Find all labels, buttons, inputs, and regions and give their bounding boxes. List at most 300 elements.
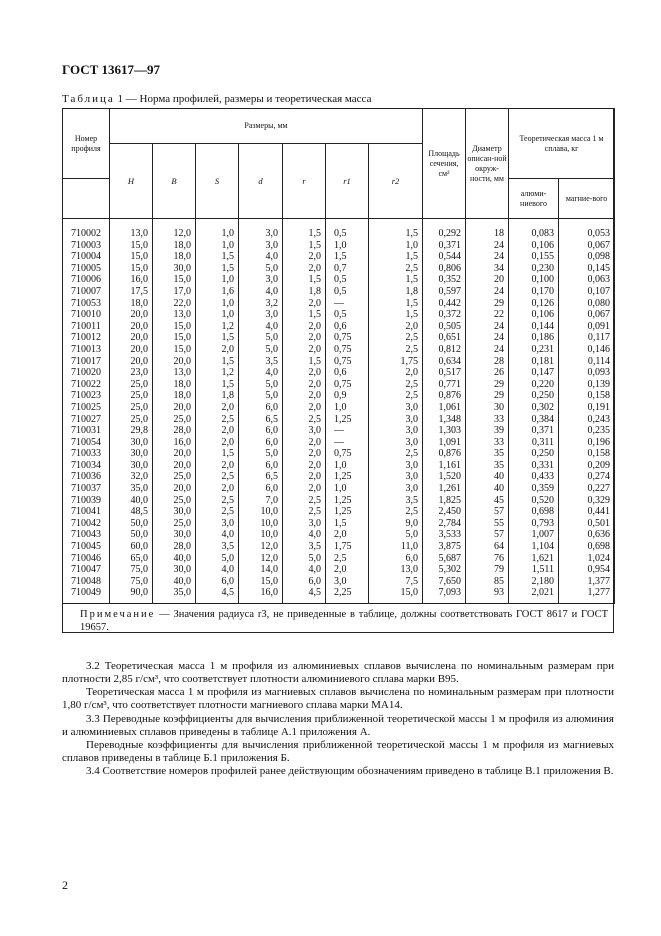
table-cell: 710041 [63, 506, 110, 518]
table-cell: 0,250 [509, 390, 559, 402]
table-cell: 710043 [63, 529, 110, 541]
table-cell: 0,080 [559, 298, 615, 310]
table-row [63, 483, 615, 495]
table-cell: 0,5 [326, 219, 369, 240]
table-cell: 0,170 [509, 286, 559, 298]
table-cell: 20 [466, 274, 509, 286]
table-cell: 24 [466, 332, 509, 344]
table-cell: 2,5 [369, 506, 423, 518]
table-cell: 3,0 [326, 576, 369, 588]
header-dim-r: r [283, 144, 326, 219]
header-profile-spacer [63, 179, 110, 219]
table-cell: 0,352 [423, 274, 466, 286]
table-cell: 90,0 [110, 587, 153, 603]
table-cell: 18,0 [110, 298, 153, 310]
table-cell: 710017 [63, 356, 110, 368]
table-cell: 10,0 [239, 518, 283, 530]
table-cell: 2,0 [326, 529, 369, 541]
table-cell: 0,520 [509, 495, 559, 507]
table-cell: 25,0 [110, 414, 153, 426]
header-dim-S: S [196, 144, 239, 219]
table-cell: 2,0 [283, 367, 326, 379]
table-cell: 50,0 [110, 529, 153, 541]
table-cell: 2,784 [423, 518, 466, 530]
table-cell: 1,6 [196, 286, 239, 298]
table-cell: 5,0 [239, 379, 283, 391]
table-cell: 6,0 [239, 437, 283, 449]
table-cell: 0,698 [559, 541, 615, 553]
table-cell: 3,0 [283, 425, 326, 437]
table-row [63, 321, 615, 333]
table-cell: 6,0 [239, 483, 283, 495]
caption-word: Таблица [62, 93, 115, 105]
table-cell: 6,0 [239, 425, 283, 437]
table-cell: 0,106 [509, 309, 559, 321]
table-row [63, 576, 615, 588]
table-cell: 0,311 [509, 437, 559, 449]
table-cell: 76 [466, 553, 509, 565]
table-cell: 33 [466, 437, 509, 449]
table-cell: 2,0 [196, 437, 239, 449]
table-cell: 3,0 [239, 219, 283, 240]
header-sizes: Размеры, мм [110, 109, 423, 144]
table-cell: 40,0 [110, 495, 153, 507]
table-cell: 0,75 [326, 356, 369, 368]
table-cell: 0,7 [326, 263, 369, 275]
table-cell: 0,063 [559, 274, 615, 286]
table-cell: 13,0 [369, 564, 423, 576]
table-cell: 20,0 [110, 309, 153, 321]
table-cell: 1,8 [369, 286, 423, 298]
table-cell: 2,0 [369, 321, 423, 333]
table-cell: 0,292 [423, 219, 466, 240]
table-cell: 11,0 [369, 541, 423, 553]
table-cell: 1,5 [283, 240, 326, 252]
table-row [63, 286, 615, 298]
table-row [63, 219, 615, 240]
table-cell: 0,145 [559, 263, 615, 275]
table-cell: 4,0 [239, 321, 283, 333]
table-cell: 1,621 [509, 553, 559, 565]
table-cell: 0,372 [423, 309, 466, 321]
table-cell: 0,505 [423, 321, 466, 333]
table-cell: 3,0 [369, 414, 423, 426]
table-cell: 57 [466, 529, 509, 541]
table-cell: 6,5 [239, 414, 283, 426]
table-cell: 0,139 [559, 379, 615, 391]
table-row [63, 298, 615, 310]
table-cell: 5,0 [239, 344, 283, 356]
table-cell: 40,0 [153, 576, 196, 588]
table-row [63, 448, 615, 460]
table-cell: 710006 [63, 274, 110, 286]
table-cell: 15,0 [369, 587, 423, 603]
table-cell: 25,0 [110, 379, 153, 391]
table-cell: 75,0 [110, 564, 153, 576]
table-cell: 0,220 [509, 379, 559, 391]
table-cell: 3,0 [196, 518, 239, 530]
table-cell: 0,329 [559, 495, 615, 507]
table-cell: 16,0 [239, 587, 283, 603]
table-cell: 4,0 [283, 564, 326, 576]
table-cell: 0,5 [326, 309, 369, 321]
table-cell: 710053 [63, 298, 110, 310]
header-dim-r1: r1 [326, 144, 369, 219]
table-cell: 4,0 [239, 286, 283, 298]
table-cell: 0,117 [559, 332, 615, 344]
table-cell: 15,0 [153, 274, 196, 286]
table-cell: 1,5 [196, 356, 239, 368]
table-cell: 1,0 [369, 240, 423, 252]
table-cell: 2,5 [196, 414, 239, 426]
table-cell: 2,0 [283, 263, 326, 275]
paragraph-3-4: 3.4 Соответствие номеров профилей ранее действующим обозначениям приведено в таблице В.1 приложения В. [86, 765, 614, 777]
table-cell: 710004 [63, 251, 110, 263]
table-cell: 0,114 [559, 356, 615, 368]
table-cell: 1,25 [326, 414, 369, 426]
table-cell: 1,5 [196, 263, 239, 275]
table-cell: 710045 [63, 541, 110, 553]
table-cell: 0,274 [559, 471, 615, 483]
table-cell: 2,5 [369, 448, 423, 460]
table-cell: — [326, 298, 369, 310]
table-cell: 3,0 [239, 309, 283, 321]
table-cell: 1,75 [369, 356, 423, 368]
table-cell: 710039 [63, 495, 110, 507]
table-cell: 2,5 [369, 332, 423, 344]
standard-header: ГОСТ 13617—97 [62, 62, 161, 77]
table-cell: 6,0 [239, 402, 283, 414]
table-cell: 1,25 [326, 506, 369, 518]
table-cell: 710031 [63, 425, 110, 437]
table-cell: 4,0 [239, 367, 283, 379]
table-cell: 2,180 [509, 576, 559, 588]
table-cell: 0,442 [423, 298, 466, 310]
table-cell: 0,230 [509, 263, 559, 275]
header-area: Площадь сечения, см² [423, 109, 466, 219]
table-cell: 2,0 [283, 251, 326, 263]
table-cell: 13,0 [153, 309, 196, 321]
table-cell: 1,024 [559, 553, 615, 565]
table-cell: 0,597 [423, 286, 466, 298]
table-cell: 0,806 [423, 263, 466, 275]
table-cell: 0,144 [509, 321, 559, 333]
table-cell: 1,5 [369, 219, 423, 240]
table-cell: 4,0 [283, 529, 326, 541]
table-cell: 30,0 [110, 448, 153, 460]
table-caption [62, 93, 371, 105]
table-cell: 2,0 [283, 448, 326, 460]
table-cell: 22,0 [153, 298, 196, 310]
paragraph-3-3-mag: Переводные коэффициенты для вычисления приближенной теоретической массы 1 м профиля из магниевых сплавов приведены в таблице Б.1 приложения Б. [62, 739, 614, 764]
table-row [63, 263, 615, 275]
table-cell: 15,0 [110, 263, 153, 275]
table-cell: 2,5 [196, 495, 239, 507]
table-cell: 1,161 [423, 460, 466, 472]
table-cell: 3,0 [239, 274, 283, 286]
table-cell: 1,104 [509, 541, 559, 553]
table-cell: 23,0 [110, 367, 153, 379]
table-cell: 1,0 [196, 240, 239, 252]
table-cell: 0,091 [559, 321, 615, 333]
table-row [63, 414, 615, 426]
table-cell: 0,876 [423, 448, 466, 460]
table-cell: 1,5 [369, 251, 423, 263]
table-cell: 18,0 [153, 240, 196, 252]
table-cell: 3,0 [369, 483, 423, 495]
table-cell: 0,100 [509, 274, 559, 286]
table-cell: 710047 [63, 564, 110, 576]
table-cell: 30,0 [153, 506, 196, 518]
table-cell: 2,5 [283, 414, 326, 426]
table-cell: 710003 [63, 240, 110, 252]
table-cell: 2,0 [283, 437, 326, 449]
table-cell: 25,0 [110, 402, 153, 414]
table-cell: 0,107 [559, 286, 615, 298]
table-cell: 710034 [63, 460, 110, 472]
table-cell: 6,0 [369, 553, 423, 565]
table-cell: 1,5 [326, 251, 369, 263]
table-cell: 15,0 [239, 576, 283, 588]
table-cell: 15,0 [110, 251, 153, 263]
table-cell: 0,158 [559, 448, 615, 460]
table-cell: 1,825 [423, 495, 466, 507]
table-cell: 22 [466, 309, 509, 321]
table-cell: 64 [466, 541, 509, 553]
table-cell: 5,0 [196, 553, 239, 565]
table-cell: 1,2 [196, 367, 239, 379]
table-cell: 1,5 [283, 356, 326, 368]
table-cell: 75,0 [110, 576, 153, 588]
table-row [63, 425, 615, 437]
table-cell: 0,053 [559, 219, 615, 240]
table-cell: 1,0 [196, 309, 239, 321]
table-cell: 2,0 [196, 402, 239, 414]
table-cell: 0,634 [423, 356, 466, 368]
table-cell: 0,6 [326, 367, 369, 379]
table-cell: 0,231 [509, 344, 559, 356]
table-cell: 30,0 [153, 529, 196, 541]
table-cell: 5,0 [283, 553, 326, 565]
table-cell: 60,0 [110, 541, 153, 553]
table-cell: 6,5 [239, 471, 283, 483]
header-mag: магние-вого [559, 179, 615, 219]
table-cell: 0,441 [559, 506, 615, 518]
table-cell: 12,0 [239, 553, 283, 565]
table-cell: 2,0 [283, 379, 326, 391]
table-cell: 3,0 [239, 240, 283, 252]
table-row [63, 356, 615, 368]
table-cell: 2,25 [326, 587, 369, 603]
table-cell: 710010 [63, 309, 110, 321]
table-cell: 50,0 [110, 518, 153, 530]
table-cell: 710036 [63, 471, 110, 483]
table-cell: 5,0 [239, 332, 283, 344]
table-cell: 25,0 [153, 495, 196, 507]
table-cell: 1,520 [423, 471, 466, 483]
table-cell: 2,5 [369, 379, 423, 391]
table-cell: 1,261 [423, 483, 466, 495]
table-cell: 1,25 [326, 471, 369, 483]
table-cell: 35 [466, 460, 509, 472]
table-row [63, 240, 615, 252]
table-cell: 25,0 [153, 471, 196, 483]
table-cell: 1,0 [326, 402, 369, 414]
table-cell: 2,0 [196, 344, 239, 356]
table-cell: 12,0 [239, 541, 283, 553]
table-cell: 710033 [63, 448, 110, 460]
table-cell: 2,0 [283, 390, 326, 402]
table-cell: 9,0 [369, 518, 423, 530]
table-cell: 24 [466, 286, 509, 298]
table-cell: 1,5 [283, 309, 326, 321]
table-row [63, 529, 615, 541]
table-cell: 1,5 [369, 274, 423, 286]
table-row [63, 251, 615, 263]
header-alu: алюми-ниевого [509, 179, 559, 219]
table-cell: 35,0 [110, 483, 153, 495]
table-cell: 710049 [63, 587, 110, 603]
table-cell: 2,450 [423, 506, 466, 518]
table-cell: 16,0 [153, 437, 196, 449]
table-cell: 6,0 [239, 460, 283, 472]
table-cell: 15,0 [153, 332, 196, 344]
table-cell: — [326, 437, 369, 449]
table-cell: 1,377 [559, 576, 615, 588]
table-cell: 0,106 [509, 240, 559, 252]
table-cell: 10,0 [239, 506, 283, 518]
table-cell: 0,331 [509, 460, 559, 472]
table-cell: 0,147 [509, 367, 559, 379]
table-cell: 0,359 [509, 483, 559, 495]
table-row [63, 506, 615, 518]
table-cell: 4,5 [283, 587, 326, 603]
table-cell: 20,0 [110, 356, 153, 368]
table-cell: 0,243 [559, 414, 615, 426]
table-cell: 30,0 [153, 564, 196, 576]
table-cell: 28 [466, 356, 509, 368]
table-cell: 0,155 [509, 251, 559, 263]
table-cell: 710002 [63, 219, 110, 240]
table-cell: 710037 [63, 483, 110, 495]
table-cell: 10,0 [239, 529, 283, 541]
table-cell: 25,0 [110, 390, 153, 402]
table-cell: 3,5 [239, 356, 283, 368]
table-cell: 20,0 [153, 402, 196, 414]
table-cell: 28,0 [153, 541, 196, 553]
table-cell: 30 [466, 402, 509, 414]
table-cell: 55 [466, 518, 509, 530]
table-cell: 28,0 [153, 425, 196, 437]
table-cell: 29 [466, 379, 509, 391]
table-cell: 1,5 [196, 448, 239, 460]
table-cell: 0,384 [509, 414, 559, 426]
table-cell: 0,501 [559, 518, 615, 530]
table-cell: 0,227 [559, 483, 615, 495]
table-cell: 26 [466, 367, 509, 379]
table-cell: 65,0 [110, 553, 153, 565]
table-cell: 2,0 [283, 483, 326, 495]
table-cell: 32,0 [110, 471, 153, 483]
table-cell: 0,517 [423, 367, 466, 379]
table-cell: 0,793 [509, 518, 559, 530]
table-cell: 0,250 [509, 448, 559, 460]
page-number: 2 [62, 878, 68, 892]
table-cell: 1,5 [196, 332, 239, 344]
table-cell: 710048 [63, 576, 110, 588]
table-cell: 0,954 [559, 564, 615, 576]
table-cell: 79 [466, 564, 509, 576]
table-cell: 710046 [63, 553, 110, 565]
table-cell: 710011 [63, 321, 110, 333]
table-cell: 1,2 [196, 321, 239, 333]
table-cell: 6,0 [196, 576, 239, 588]
table-row [63, 495, 615, 507]
paragraph-3-3: 3.3 Переводные коэффициенты для вычисления приближенной теоретической массы 1 м профиля из алюминия и алюминиевых сплавов приведены в таблице А.1 приложения А. [62, 713, 614, 738]
table-cell: 30,0 [110, 460, 153, 472]
table-cell: 1,25 [326, 495, 369, 507]
table-cell: 20,0 [153, 448, 196, 460]
table-cell: 2,5 [283, 506, 326, 518]
table-cell: 85 [466, 576, 509, 588]
table-cell: 0,235 [559, 425, 615, 437]
table-cell: 2,5 [283, 495, 326, 507]
table-cell: 1,0 [326, 460, 369, 472]
table-cell: 2,0 [326, 564, 369, 576]
table-cell: 0,191 [559, 402, 615, 414]
table-cell: 2,5 [326, 553, 369, 565]
table-cell: 0,093 [559, 367, 615, 379]
table-cell: 2,5 [369, 344, 423, 356]
table-cell: 0,209 [559, 460, 615, 472]
table-cell: 2,0 [283, 344, 326, 356]
table-cell: 30,0 [110, 437, 153, 449]
table-cell: 1,5 [283, 274, 326, 286]
table-cell: 710020 [63, 367, 110, 379]
table-cell: 7,5 [369, 576, 423, 588]
table-cell: 40 [466, 471, 509, 483]
table-row [63, 390, 615, 402]
table-cell: 0,544 [423, 251, 466, 263]
table-cell: 1,511 [509, 564, 559, 576]
table-cell: 5,0 [369, 529, 423, 541]
table-cell: 5,0 [239, 448, 283, 460]
table-cell: 14,0 [239, 564, 283, 576]
table-cell: 1,5 [283, 219, 326, 240]
table-cell: 0,75 [326, 448, 369, 460]
table-cell: 40 [466, 483, 509, 495]
table-cell: 3,0 [369, 425, 423, 437]
table-cell: 93 [466, 587, 509, 603]
table-cell: 3,0 [369, 437, 423, 449]
table-cell: 15,0 [153, 321, 196, 333]
header-profile-no: Номер профиля [63, 109, 110, 179]
table-cell: 17,0 [153, 286, 196, 298]
table-cell: 57 [466, 506, 509, 518]
table-row [63, 402, 615, 414]
table-cell: 710054 [63, 437, 110, 449]
table-cell: 18,0 [153, 379, 196, 391]
table-cell: 0,75 [326, 379, 369, 391]
table-cell: 1,5 [369, 309, 423, 321]
table-cell: 2,0 [283, 471, 326, 483]
table-cell: 0,812 [423, 344, 466, 356]
table-cell: 4,0 [239, 251, 283, 263]
profiles-table [62, 108, 615, 604]
table-cell: 710007 [63, 286, 110, 298]
table-cell: 29 [466, 298, 509, 310]
table-cell: 1,5 [196, 251, 239, 263]
